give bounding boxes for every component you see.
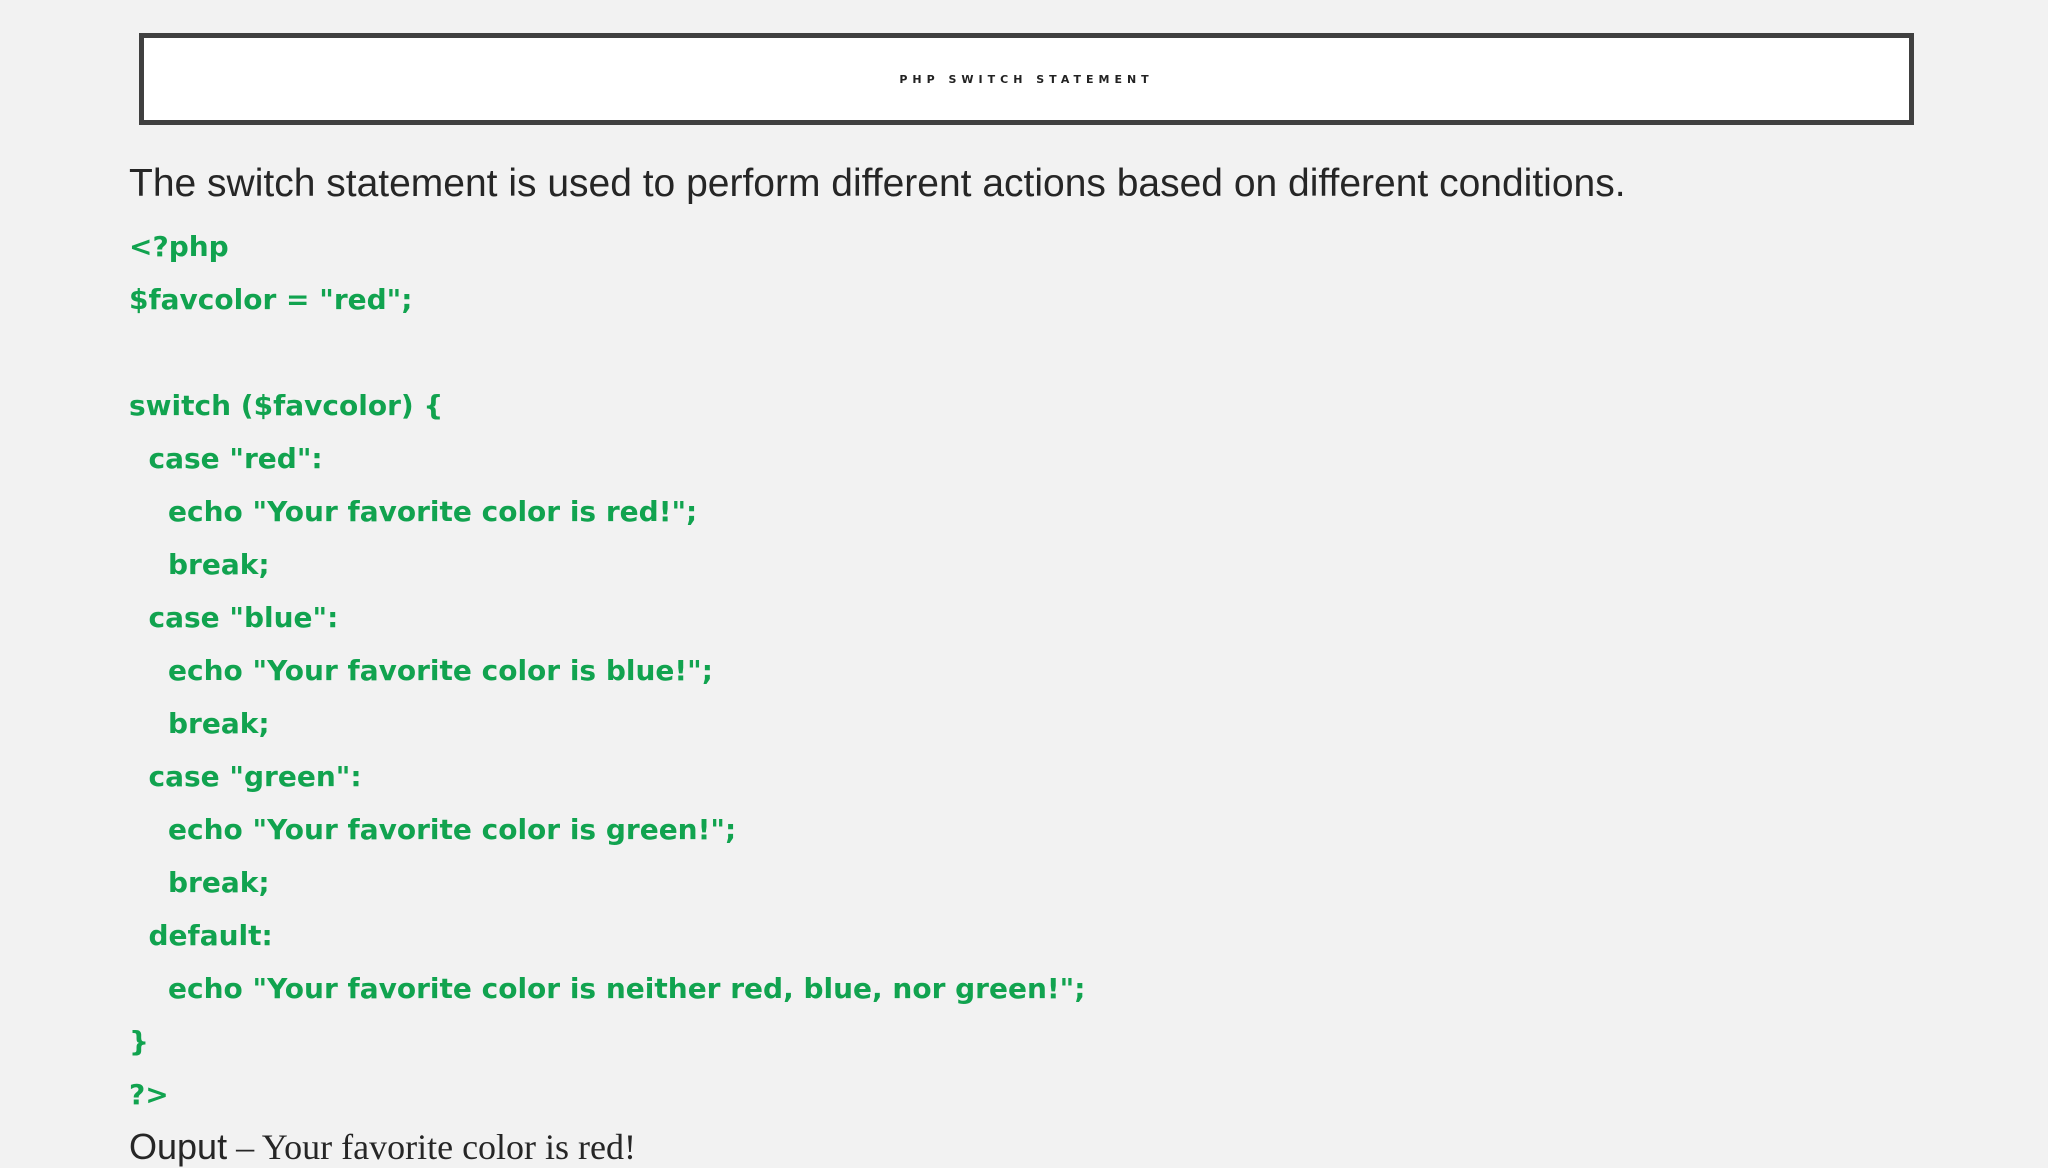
code-line: case "green":	[129, 760, 362, 793]
code-line: case "blue":	[129, 601, 339, 634]
code-line: case "red":	[129, 442, 323, 475]
output-separator: –	[227, 1127, 262, 1167]
output-value: Your favorite color is red!	[261, 1127, 637, 1167]
code-line: }	[129, 1025, 149, 1058]
slide-title-box	[139, 33, 1914, 125]
code-line: break;	[129, 707, 270, 740]
code-line: <?php	[129, 230, 229, 263]
slide-title: PHP SWITCH STATEMENT	[899, 72, 1154, 86]
code-line: switch ($favcolor) {	[129, 389, 444, 422]
code-block	[129, 220, 1085, 1121]
intro-text: The switch statement is used to perform different actions based on different conditions.	[129, 162, 1626, 205]
code-line: echo "Your favorite color is neither red, blue, nor green!";	[129, 972, 1086, 1005]
code-line: echo "Your favorite color is red!";	[129, 495, 698, 528]
code-line: $favcolor = "red";	[129, 283, 413, 316]
code-line: ?>	[129, 1078, 169, 1111]
code-line	[129, 326, 1085, 379]
output-label: Ouput	[129, 1126, 228, 1167]
code-line: default:	[129, 919, 273, 952]
code-line: echo "Your favorite color is green!";	[129, 813, 737, 846]
code-line: break;	[129, 548, 270, 581]
code-line: break;	[129, 866, 270, 899]
output-line	[129, 1126, 636, 1168]
code-line: echo "Your favorite color is blue!";	[129, 654, 713, 687]
